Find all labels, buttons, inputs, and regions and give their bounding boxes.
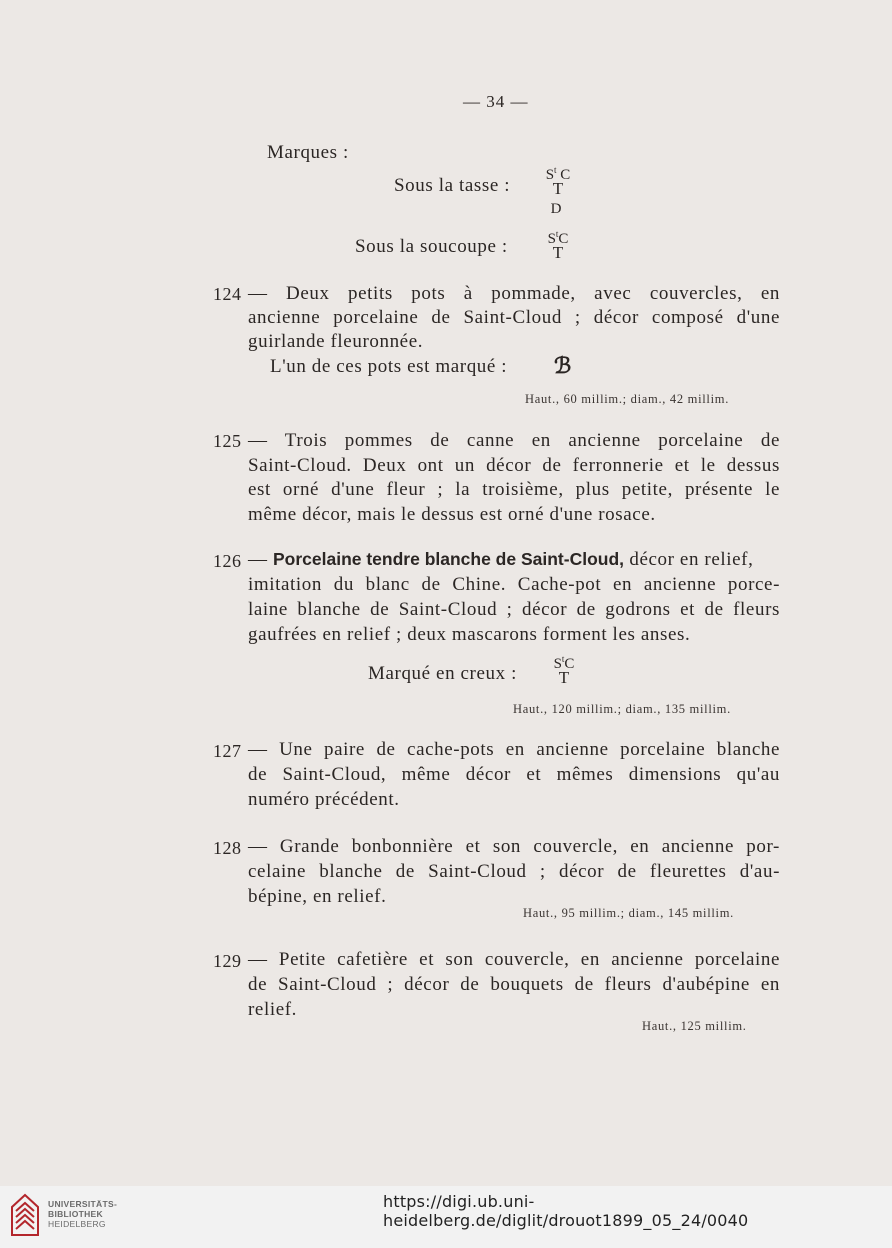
permalink-url[interactable]: https://digi.ub.uni-heidelberg.de/diglit/drouot1899_05_24/0040: [383, 1192, 749, 1230]
marques-title: Marques :: [267, 142, 349, 163]
entry-extra: L'un de ces pots est marqué :: [270, 356, 508, 377]
library-logo-icon: [10, 1193, 40, 1237]
entry-extra: Marqué en creux :: [368, 663, 517, 684]
tasse-mark-d: D: [550, 201, 562, 217]
entry-measure: Haut., 120 millim.; diam., 135 millim.: [513, 702, 731, 716]
entry-number: 129: [213, 951, 242, 971]
page-number: — 34 —: [463, 92, 529, 111]
soucoupe-label: Sous la soucoupe :: [355, 236, 508, 257]
entry-line: relief.: [248, 999, 298, 1020]
entry-line: celaine blanche de Saint-Cloud ; décor de fleurettes d'au-: [248, 861, 780, 882]
entry-line: gaufrées en relief ; deux mascarons forment les anses.: [248, 624, 691, 645]
entry-measure: Haut., 95 millim.; diam., 145 millim.: [523, 906, 734, 920]
entry-line: numéro précédent.: [248, 789, 400, 810]
entry-line: — Trois pommes de canne en ancienne porcelaine de: [248, 430, 780, 451]
entry-measure: Haut., 125 millim.: [642, 1019, 747, 1033]
entry-line: guirlande fleuronnée.: [248, 331, 424, 352]
entry-line: laine blanche de Saint-Cloud ; décor de godrons et de fleurs: [248, 599, 780, 620]
entry-line: imitation du blanc de Chine. Cache-pot en ancienne porce-: [248, 574, 780, 595]
entry-number: 124: [213, 284, 242, 304]
entry-line: — Deux petits pots à pommade, avec couvercles, en: [248, 283, 780, 304]
entry-line: de Saint-Cloud ; décor de bouquets de fleurs d'aubépine en: [248, 974, 780, 995]
entry-number: 127: [213, 741, 242, 761]
entry-line: bépine, en relief.: [248, 886, 387, 907]
entry-line: — Une paire de cache-pots en ancienne porcelaine blanche: [248, 739, 780, 760]
pot-mark: ℬ: [554, 353, 572, 378]
entry-number: 128: [213, 838, 242, 858]
creux-mark: $S^tC$ T: [553, 654, 575, 687]
entry-line: — Porcelaine tendre blanche de Saint-Cloud, décor en relief,: [248, 549, 754, 570]
entry-bold-title: Porcelaine tendre blanche de Saint-Cloud,: [272, 549, 625, 569]
entry-line: Saint-Cloud. Deux ont un décor de ferronnerie et le dessus: [248, 455, 780, 476]
entry-number: 125: [213, 431, 242, 451]
entry-line: même décor, mais le dessus est orné d'une rosace.: [248, 504, 656, 525]
tasse-label: Sous la tasse :: [394, 175, 511, 196]
entry-line: ancienne porcelaine de Saint-Cloud ; décor composé d'une: [248, 307, 780, 328]
entry-line: — Petite cafetière et son couvercle, en ancienne porcelaine: [248, 949, 780, 970]
library-name: UNIVERSITÄTS- BIBLIOTHEK HEIDELBERG: [48, 1199, 118, 1229]
entry-number: 126: [213, 551, 242, 571]
entry-line: de Saint-Cloud, même décor et mêmes dimensions qu'au: [248, 764, 780, 785]
tasse-mark: $S^t$ C T: [545, 165, 571, 198]
entry-line: — Grande bonbonnière et son couvercle, en ancienne por-: [248, 836, 780, 857]
soucoupe-mark: $S^tC$ T: [547, 229, 569, 262]
entry-line: est orné d'une fleur ; la troisième, plus petite, présente le: [248, 479, 780, 500]
entry-measure: Haut., 60 millim.; diam., 42 millim.: [525, 392, 730, 406]
